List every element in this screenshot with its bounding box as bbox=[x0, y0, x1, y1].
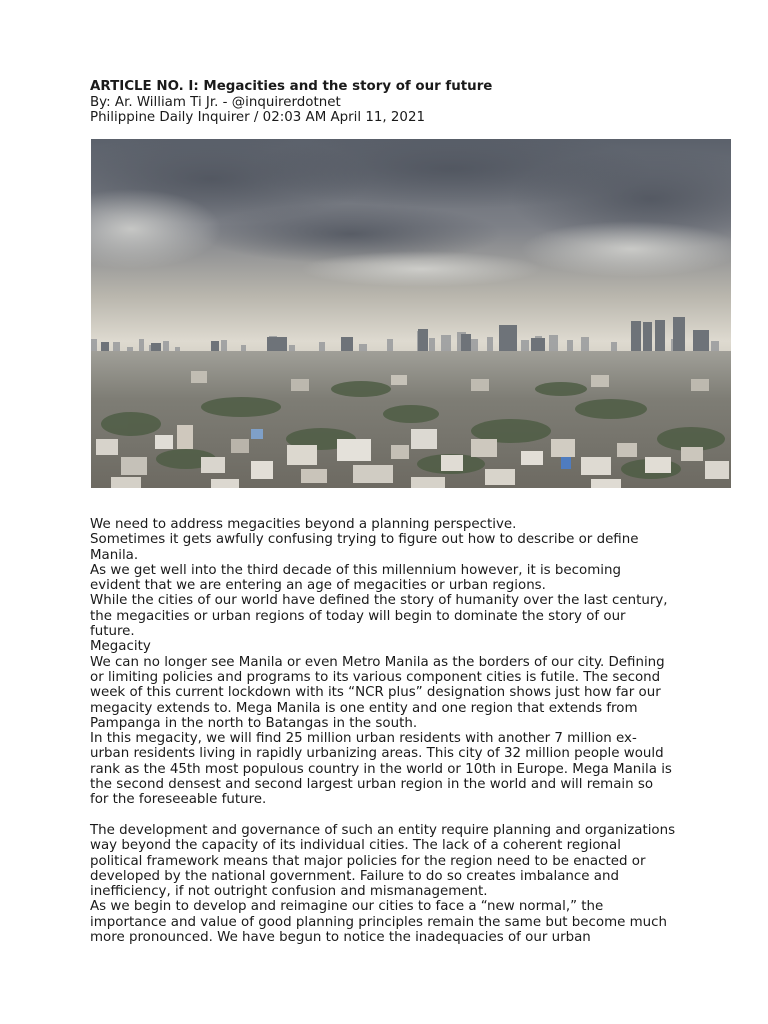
paragraph: As we begin to develop and reimagine our cities to face a “new normal,” the importance and value of good planning principles remain the same but become much more pronounced. We have begun to notice the inadequacies of our urban bbox=[90, 899, 668, 946]
paragraph: We need to address megacities beyond a planning perspective. bbox=[90, 517, 517, 532]
paragraph: In this megacity, we will find 25 million urban residents with another 7 million ex- urban residents living in rapidly urbanizing areas. This city of 32 million people would rank as the 45th most populous country in the world or 10th in Europe. Mega Manila is the second densest and second largest urban region in the world and will remain so for the foreseeable future. bbox=[90, 731, 672, 808]
article-byline: By: Ar. William Ti Jr. - @inquirerdotnet bbox=[90, 94, 341, 110]
paragraph: While the cities of our world have defined the story of humanity over the last century, the megacities or urban regions of today will begin to dominate the story of our future. bbox=[90, 593, 668, 640]
paragraph: We can no longer see Manila or even Metro Manila as the borders of our city. Defining or limiting policies and programs to its various component cities is futile. The second week of this current lockdown with its “NCR plus” designation shows just how far our megacity extends to. Mega Manila is one entity and one region that extends from Pampanga in the north to Batangas in the south. bbox=[90, 654, 665, 731]
paragraph: The development and governance of such an entity require planning and organizations way beyond the capacity of its individual cities. The lack of a coherent regional political framework means that major policies for the region need to be enacted or developed by the national government. Failure to do so creates imbalance and inefficiency, if not outright confusion and mismanagement. bbox=[90, 822, 676, 900]
article-title: ARTICLE NO. I: Megacities and the story of our future bbox=[90, 79, 493, 94]
paragraph: Sometimes it gets awfully confusing trying to figure out how to describe or define Manila. bbox=[90, 532, 639, 563]
section-heading: Megacity bbox=[90, 639, 151, 655]
article-header bbox=[90, 79, 730, 126]
paragraph: As we get well into the third decade of this millennium however, it is becoming evident that we are entering an age of megacities or urban regions. bbox=[90, 562, 621, 594]
article-body bbox=[90, 517, 730, 945]
article-source: Philippine Daily Inquirer / 02:03 AM April 11, 2021 bbox=[90, 110, 425, 125]
city-skyline-photo bbox=[91, 139, 731, 488]
